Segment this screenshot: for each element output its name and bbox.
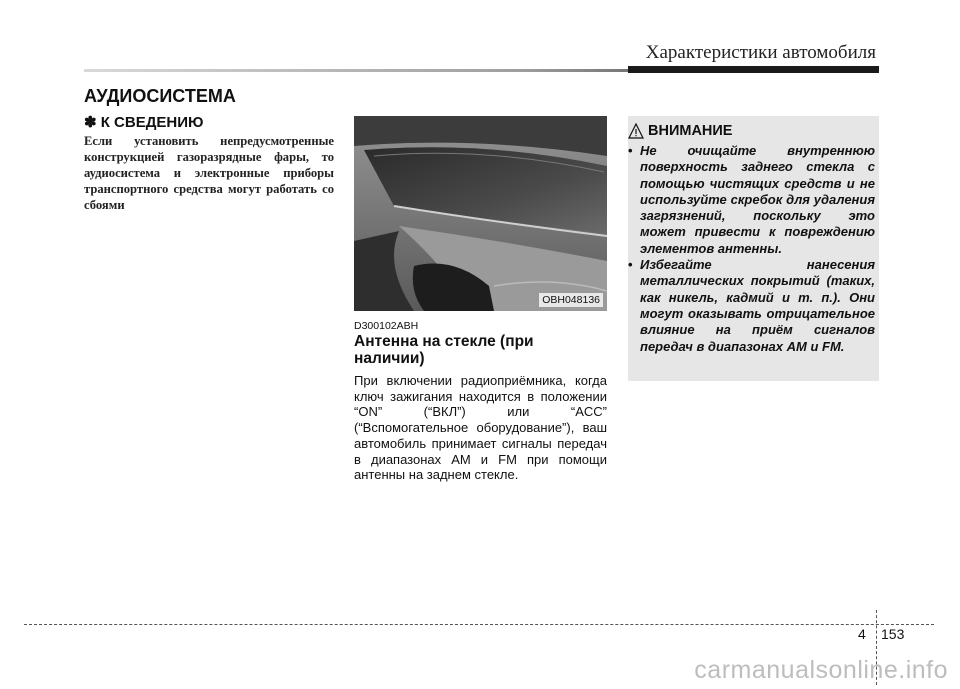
caution-heading: ВНИМАНИЕ xyxy=(648,123,733,139)
watermark: carmanualsonline.info xyxy=(694,656,948,684)
header-rule-accent xyxy=(628,66,879,73)
antenna-description: При включении радиоприёмника, когда ключ зажигания находится в положении “ON” (“ВКЛ”) или “ACC” (“Вспомогательное оборудование”), ваш автомобиль принимает сигналы передач в диапазонах AM и FM при помощи антенны на заднем стекле. xyxy=(354,373,607,483)
section-title: АУДИОСИСТЕМА xyxy=(84,86,236,106)
figure-code: OBH048136 xyxy=(539,293,603,307)
warning-triangle-icon xyxy=(628,123,644,139)
car-rear-illustration xyxy=(354,116,607,311)
note-heading: ✽ К СВЕДЕНИЮ xyxy=(84,114,204,131)
caution-box xyxy=(628,116,879,381)
caution-list xyxy=(628,143,879,355)
reference-code: D300102ABH xyxy=(354,320,419,332)
page-number: 153 xyxy=(881,626,905,642)
caution-item-text: Не очищайте внутреннюю поверхность заднего стекла с помощью чистящих средств и не используйте скребок для удаления загрязнений, поскольку это может привести к повреждению элементов антенны. xyxy=(640,143,875,256)
footer-divider xyxy=(24,624,934,625)
caution-item xyxy=(628,143,879,257)
page-header-title: Характеристики автомобиля xyxy=(645,42,876,63)
bullet-icon: • xyxy=(628,257,633,273)
bullet-icon: • xyxy=(628,143,633,158)
caution-heading-row xyxy=(628,123,732,139)
rear-window-photo xyxy=(354,116,607,311)
caution-item xyxy=(628,257,879,355)
section-number: 4 xyxy=(858,626,866,642)
note-text: Если установить непредусмотренные конструкцией газоразрядные фары, то аудиосистема и электронные приборы транспортного средства могут работать со сбоями xyxy=(84,134,334,212)
caution-item-text: Избегайте нанесения металлических покрытий (таких, как никель, кадмий и т. п.). Они могут оказывать отрицательное влияние на приём сигналов передач в диапазонах AM и FM. xyxy=(640,257,875,354)
antenna-title: Антенна на стекле (при наличии) xyxy=(354,333,534,367)
